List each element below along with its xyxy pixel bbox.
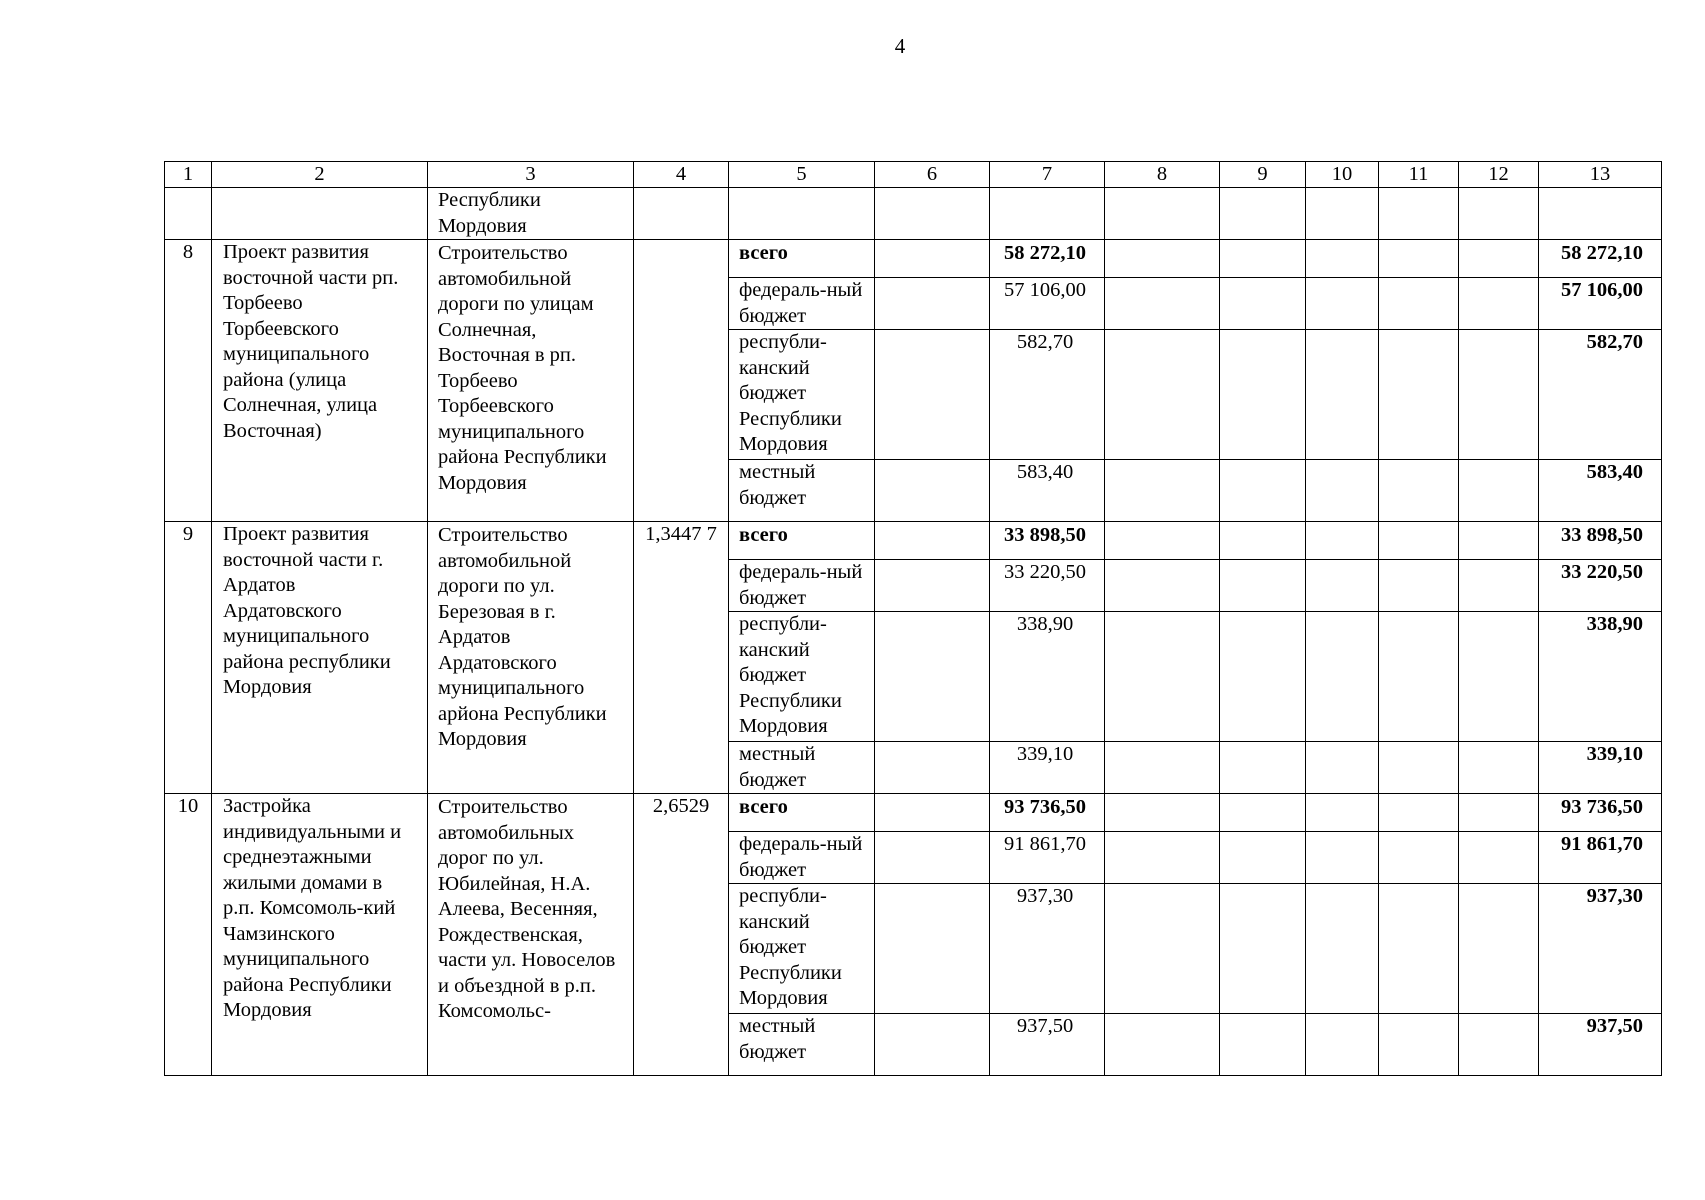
column-number: 9 <box>1220 162 1306 188</box>
amount-col7: 93 736,50 <box>990 794 1105 832</box>
funding-source: федераль-ный бюджет <box>729 560 875 612</box>
continued-description: Республики Мордовия <box>428 188 634 240</box>
funding-source: республи-канский бюджет Республики Мордовия <box>729 330 875 460</box>
amount-col13: 339,10 <box>1539 742 1662 794</box>
funding-source: всего <box>729 522 875 560</box>
table-row <box>165 522 1662 560</box>
continuation-row <box>165 188 1662 240</box>
project-name: Застройка индивидуальными и среднеэтажными жилыми домами в р.п. Комсомоль-кий Чамзинского муниципального района Республики Мордовия <box>212 794 428 1076</box>
amount-col7: 582,70 <box>990 330 1105 460</box>
road-length: 1,3447 7 <box>634 522 729 794</box>
funding-source: федераль-ный бюджет <box>729 278 875 330</box>
project-name: Проект развития восточной части рп. Торбеево Торбеевского муниципального района (улица Солнечная, улица Восточная) <box>212 240 428 522</box>
column-number: 2 <box>212 162 428 188</box>
amount-col7: 91 861,70 <box>990 832 1105 884</box>
funding-source: федераль-ный бюджет <box>729 832 875 884</box>
project-description: Строительство автомобильных дорог по ул. Юбилейная, Н.А. Алеева, Весенняя, Рождественская, части ул. Новоселов и объездной в р.п. Комсомольс- <box>428 794 634 1076</box>
amount-col13: 91 861,70 <box>1539 832 1662 884</box>
amount-col7: 583,40 <box>990 460 1105 522</box>
column-number: 12 <box>1459 162 1539 188</box>
table-row <box>165 240 1662 278</box>
funding-source: местный бюджет <box>729 742 875 794</box>
column-number: 13 <box>1539 162 1662 188</box>
amount-col7: 33 220,50 <box>990 560 1105 612</box>
column-number: 6 <box>875 162 990 188</box>
column-number: 3 <box>428 162 634 188</box>
amount-col7: 338,90 <box>990 612 1105 742</box>
amount-col7: 33 898,50 <box>990 522 1105 560</box>
amount-col7: 58 272,10 <box>990 240 1105 278</box>
column-number: 8 <box>1105 162 1220 188</box>
road-length: 2,6529 <box>634 794 729 1076</box>
funding-source: республи-канский бюджет Республики Мордовия <box>729 884 875 1014</box>
amount-col7: 339,10 <box>990 742 1105 794</box>
funding-source: всего <box>729 240 875 278</box>
column-number: 4 <box>634 162 729 188</box>
row-number: 9 <box>165 522 212 794</box>
budget-table <box>164 161 1662 1076</box>
amount-col13: 583,40 <box>1539 460 1662 522</box>
amount-col7: 57 106,00 <box>990 278 1105 330</box>
row-number: 8 <box>165 240 212 522</box>
column-number-row <box>165 162 1662 188</box>
column-number: 1 <box>165 162 212 188</box>
funding-source: всего <box>729 794 875 832</box>
road-length <box>634 240 729 522</box>
funding-source: республи-канский бюджет Республики Мордовия <box>729 612 875 742</box>
column-number: 10 <box>1306 162 1379 188</box>
project-description: Строительство автомобильной дороги по ул. Березовая в г. Ардатов Ардатовского муниципального арйона Республики Мордовия <box>428 522 634 794</box>
funding-source: местный бюджет <box>729 460 875 522</box>
table-row <box>165 794 1662 832</box>
amount-col7: 937,50 <box>990 1014 1105 1076</box>
row-number: 10 <box>165 794 212 1076</box>
amount-col13: 57 106,00 <box>1539 278 1662 330</box>
amount-col13: 582,70 <box>1539 330 1662 460</box>
project-name: Проект развития восточной части г. Ардатов Ардатовского муниципального района республики Мордовия <box>212 522 428 794</box>
amount-col13: 93 736,50 <box>1539 794 1662 832</box>
column-number: 7 <box>990 162 1105 188</box>
amount-col7: 937,30 <box>990 884 1105 1014</box>
amount-col13: 33 220,50 <box>1539 560 1662 612</box>
page-number: 4 <box>894 34 906 58</box>
column-number: 11 <box>1379 162 1459 188</box>
funding-source: местный бюджет <box>729 1014 875 1076</box>
amount-col13: 58 272,10 <box>1539 240 1662 278</box>
amount-col13: 338,90 <box>1539 612 1662 742</box>
project-description: Строительство автомобильной дороги по улицам Солнечная, Восточная в рп. Торбеево Торбеевского муниципального района Республики Мордовия <box>428 240 634 522</box>
amount-col13: 937,30 <box>1539 884 1662 1014</box>
column-number: 5 <box>729 162 875 188</box>
amount-col13: 33 898,50 <box>1539 522 1662 560</box>
amount-col13: 937,50 <box>1539 1014 1662 1076</box>
